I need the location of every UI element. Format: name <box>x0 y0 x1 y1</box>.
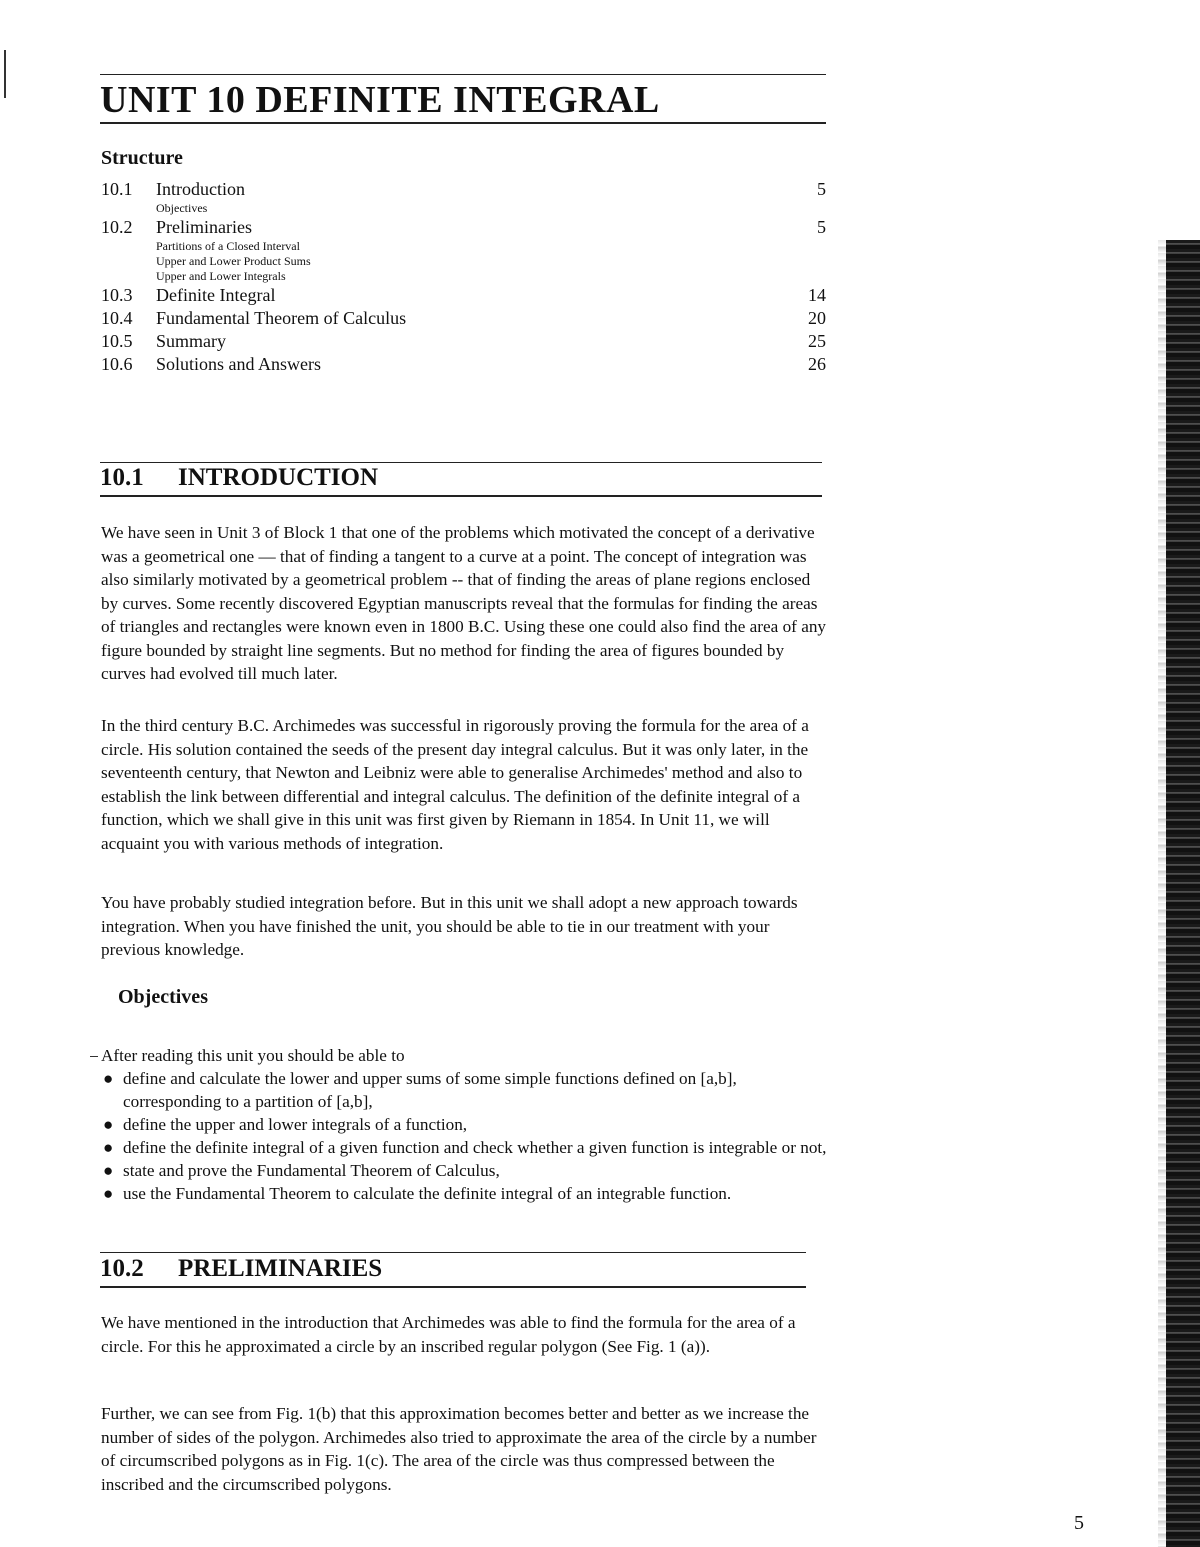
toc-entry <box>101 330 826 353</box>
body-paragraph: We have seen in Unit 3 of Block 1 that one of the problems which motivated the concept of a derivative was a geometrical one — that of finding a tangent to a curve at a point. The concept of integration was also similarly motivated by a geometrical problem -- that of finding the areas of plane regions enclosed by curves. Some recently discovered Egyptian manuscripts reveal that the formulas for finding the areas of triangles and rectangles were known even in 1800 B.C. Using these one could also find the area of any figure bounded by straight line segments. But no method for finding the area of figures bounded by curves had evolved till much later. <box>101 523 827 683</box>
title-bottom-rule <box>100 122 826 124</box>
toc-title: Introduction <box>156 179 245 199</box>
toc-entry <box>101 307 826 330</box>
section-number: 10.1 <box>100 464 144 491</box>
section-heading-introduction <box>100 464 378 492</box>
page-number: 5 <box>1074 1512 1084 1534</box>
section-number: 10.2 <box>100 1255 144 1282</box>
section-bottom-rule <box>100 1286 806 1288</box>
toc-subentry: Objectives <box>156 201 208 215</box>
scan-binding-edge <box>1158 240 1166 1547</box>
bullet-icon: ● <box>103 1184 114 1203</box>
toc-number: 10.2 <box>101 217 133 237</box>
toc-title: Definite Integral <box>156 285 276 305</box>
structure-heading: Structure <box>101 147 183 169</box>
objective-item: ● state and prove the Fundamental Theorem of Calculus, <box>103 1161 500 1180</box>
objectives-heading: Objectives <box>118 986 208 1008</box>
objectives-intro: After reading this unit you should be able to <box>101 1046 405 1065</box>
bullet-icon: ● <box>103 1069 114 1088</box>
toc-title: Fundamental Theorem of Calculus <box>156 308 407 328</box>
body-paragraph: We have mentioned in the introduction that Archimedes was able to find the formula for the area of a circle. For this he approximated a circle by an inscribed regular polygon (See Fig. 1 (a)). <box>101 1313 796 1356</box>
scan-binding-strip <box>1166 240 1200 1547</box>
toc-number: 10.1 <box>101 179 133 199</box>
toc-entry <box>101 353 826 376</box>
toc-number: 10.4 <box>101 308 133 328</box>
toc-subentry: Partitions of a Closed Interval <box>156 239 300 253</box>
objective-item: ● use the Fundamental Theorem to calculate the definite integral of an integrable function. <box>103 1184 732 1203</box>
section-title: PRELIMINARIES <box>178 1255 383 1282</box>
margin-dash <box>90 1056 98 1057</box>
body-paragraph: In the third century B.C. Archimedes was successful in rigorously proving the formula for the area of a circle. His solution contained the seeds of the present day integral calculus. But it was only later, in the seventeenth century, that Newton and Leibniz were able to generalise Archimedes' method and also to establish the link between differential and integral calculus. The definition of the definite integral of a function, which we shall give in this unit was first given by Riemann in 1854. In Unit 11, we will acquaint you with various methods of integration. <box>101 716 809 853</box>
section-top-rule <box>100 462 822 463</box>
objectives-list <box>101 1067 829 1205</box>
toc-page: 5 <box>817 179 826 199</box>
toc-page: 25 <box>808 331 826 351</box>
section-title: INTRODUCTION <box>178 464 379 491</box>
scan-edge-mark <box>4 50 6 98</box>
toc-number: 10.6 <box>101 354 133 374</box>
toc-page: 26 <box>808 354 826 374</box>
body-paragraph: Further, we can see from Fig. 1(b) that this approximation becomes better and better as we increase the number of sides of the polygon. Archimedes also tried to approximate the area of the circle by a number of circumscribed polygons as in Fig. 1(c). The area of the circle was thus compressed between the inscribed and the circumscribed polygons. <box>101 1404 817 1494</box>
toc-subentry: Upper and Lower Integrals <box>156 269 286 283</box>
toc-page: 5 <box>817 217 826 237</box>
title-top-rule <box>100 74 826 75</box>
toc-entry <box>101 216 826 284</box>
toc-number: 10.3 <box>101 285 133 305</box>
section-top-rule <box>100 1252 806 1253</box>
toc-number: 10.5 <box>101 331 133 351</box>
table-of-contents <box>101 178 826 376</box>
toc-page: 14 <box>808 285 826 305</box>
toc-subentry: Upper and Lower Product Sums <box>156 254 311 268</box>
toc-title: Summary <box>156 331 226 351</box>
toc-title: Solutions and Answers <box>156 354 322 374</box>
section-heading-preliminaries <box>100 1255 382 1283</box>
bullet-icon: ● <box>103 1161 114 1180</box>
toc-title: Preliminaries <box>156 217 252 237</box>
objective-item: ● define and calculate the lower and upper sums of some simple functions defined on [a,b], corresponding to a partition of [a,b], <box>103 1069 737 1111</box>
bullet-icon: ● <box>103 1138 114 1157</box>
toc-entry <box>101 178 826 216</box>
objective-item: ● define the definite integral of a given function and check whether a given function is integrable or not, <box>103 1138 827 1157</box>
section-bottom-rule <box>100 495 822 497</box>
unit-title: UNIT 10 DEFINITE INTEGRAL <box>100 79 660 121</box>
objective-item: ● define the upper and lower integrals of a function, <box>103 1115 468 1134</box>
body-paragraph: You have probably studied integration before. But in this unit we shall adopt a new approach towards integration. When you have finished the unit, you should be able to tie in our treatment with your previous knowledge. <box>101 893 798 959</box>
toc-entry <box>101 284 826 307</box>
toc-page: 20 <box>808 308 826 328</box>
bullet-icon: ● <box>103 1115 114 1134</box>
